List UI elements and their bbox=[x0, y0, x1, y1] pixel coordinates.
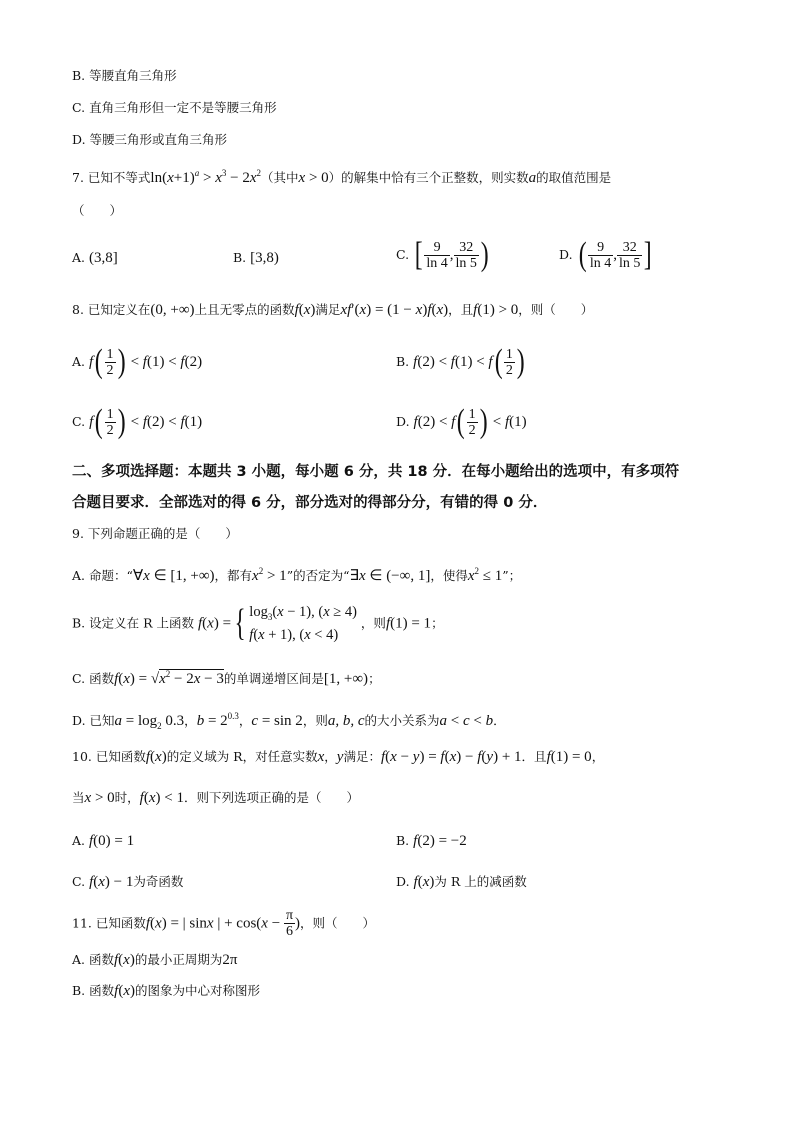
q6-option-d: D. 等腰三角形或直角三角形 bbox=[72, 132, 228, 147]
q6-option-c: C. 直角三角形但一定不是等腰三角形 bbox=[72, 100, 277, 115]
q9-option-d: D. 已知$a = \log_2 0.3$，$b = 2^{0.3}$，c = sin 2，则a, b, c的大小关系为a < c < b． bbox=[72, 711, 506, 731]
q7-stem: 7. 已知不等式$\ln(x+1)^a > x^3 - 2x^2$（其中x > 0）的解集中恰有三个正整数，则实数a的取值范围是 bbox=[72, 168, 612, 186]
q6-option-b: B. 等腰直角三角形 bbox=[72, 68, 177, 83]
q8-option-a: A. f( $\frac{1}{2}$ ) < f(1) < f(2) bbox=[72, 343, 203, 380]
q8-stem: 8. 已知定义在(0, +∞)上且无零点的函数f(x)满足xf′(x) = (1 − x)f(x)，且f(1) > 0，则（ ） bbox=[72, 302, 594, 318]
q9-option-c: C. 函数$f(x) = √x^2 - 2x - 3$的单调递增区间是[1, +∞)； bbox=[72, 669, 381, 687]
q8-option-c: C. f( $\frac{1}{2}$ ) < f(2) < f(1) bbox=[72, 403, 203, 440]
q10-option-a: A. f(0) = 1 bbox=[72, 833, 135, 849]
q11-stem: 11. 已知函数f(x) = | sinx | + cos(x − $\frac{\pi}{6}$ )，则（ ） bbox=[72, 908, 376, 939]
q10-stem-line2: 当x > 0时，f(x) < 1．则下列选项正确的是（ ） bbox=[72, 790, 359, 806]
q10-option-b: B. f(2) = −2 bbox=[396, 833, 467, 849]
q10-option-d: D. f(x)为 R 上的减函数 bbox=[396, 874, 527, 890]
q9-option-b: B. 设定义在 R 上函数 f(x) ={ $\log_3(x - 1)$, (x ≥ 4) f(x + 1), (x < 4) ，则f(1) = 1； bbox=[72, 602, 444, 645]
q9-stem: 9. 下列命题正确的是（ ） bbox=[72, 526, 238, 541]
section-heading-line2: 合题目要求．全部选对的得 6 分，部分选对的得部分分，有错的得 0 分． bbox=[72, 495, 548, 511]
q7-option-c: C. [ $\frac{9}{\ln 4}$ , $\frac{32}{\ln 5}$ ) bbox=[396, 236, 489, 273]
q7-option-b: B. [3,8) bbox=[233, 250, 279, 266]
q11-option-a: A. 函数f(x)的最小正周期为2π bbox=[72, 952, 238, 968]
q10-option-c: C. f(x) − 1为奇函数 bbox=[72, 874, 184, 890]
q7-option-a: A. (3,8] bbox=[72, 250, 118, 266]
q8-option-d: D. f(2) < f( $\frac{1}{2}$ ) < f(1) bbox=[396, 403, 527, 440]
q7-answer-paren: （ ） bbox=[72, 203, 123, 218]
q7-option-d: D. ( $\frac{9}{\ln 4}$ , $\frac{32}{\ln 5}$ ] bbox=[559, 236, 653, 273]
q11-option-b: B. 函数f(x)的图象为中心对称图形 bbox=[72, 983, 260, 999]
q9-option-a: A. 命题：“∀x ∈ [1, +∞)，都有$x^2 > 1$”的否定为“∃x ∈ (−∞, 1]，使得$x^2 \le 1$”； bbox=[72, 566, 522, 584]
section-heading-line1: 二、多项选择题：本题共 3 小题，每小题 6 分，共 18 分．在每小题给出的选项中，有多项符 bbox=[72, 464, 680, 480]
q8-option-b: B. f(2) < f(1) < f( $\frac{1}{2}$ ) bbox=[396, 343, 525, 380]
q10-stem-line1: 10. 已知函数f(x)的定义域为 R，对任意实数x，y满足：f(x − y) = f(x) − f(y) + 1．且f(1) = 0， bbox=[72, 749, 605, 765]
